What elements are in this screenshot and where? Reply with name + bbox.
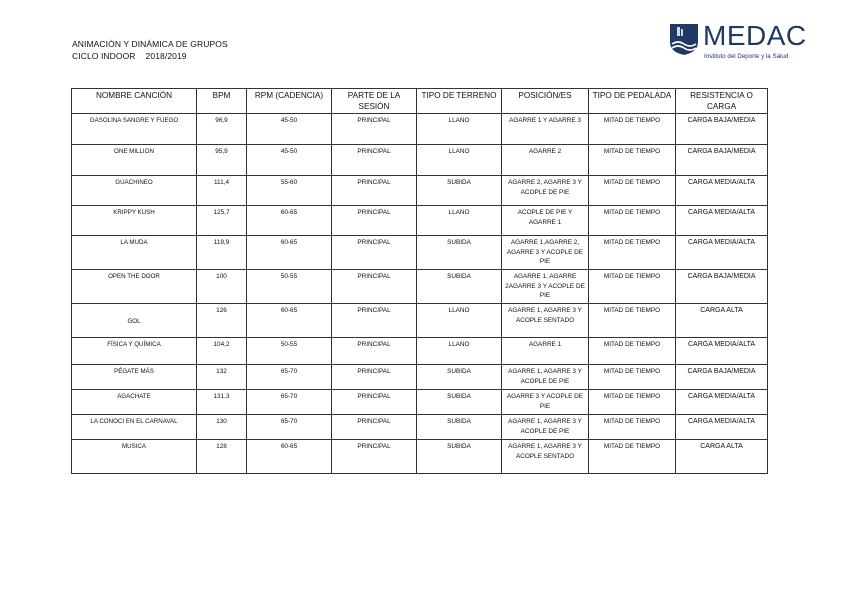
table-cell: PRINCIPAL: [332, 304, 417, 338]
table-cell: SUBIDA: [417, 415, 502, 440]
table-cell: AGARRE 1, AGARRE 3 Y ACOPLE DE PIE: [502, 365, 589, 390]
table-cell: PRINCIPAL: [332, 270, 417, 304]
table-cell: SUBIDA: [417, 236, 502, 270]
table-cell: SUBIDA: [417, 440, 502, 474]
table-row: [72, 270, 768, 304]
table-cell: 126: [197, 304, 247, 338]
table-cell: AGACHATE: [72, 390, 197, 415]
table-cell: 125,7: [197, 206, 247, 236]
column-header: BPM: [197, 89, 247, 114]
table-cell: CARGA ALTA: [676, 440, 768, 474]
table-cell: LA CONOCI EN EL CARNAVAL: [72, 415, 197, 440]
table-cell: AGARRE 1, AGARRE 2AGARRE 3 Y ACOPLE DE PIE: [502, 270, 589, 304]
songs-table: [71, 88, 768, 474]
table-cell: MITAD DE TIEMPO: [589, 145, 676, 176]
table-row: [72, 206, 768, 236]
table-cell: SUBIDA: [417, 390, 502, 415]
table-cell: CARGA MEDIA/ALTA: [676, 176, 768, 206]
table-cell: LLANO: [417, 145, 502, 176]
table-row: [72, 145, 768, 176]
table-cell: CARGA MEDIA/ALTA: [676, 390, 768, 415]
table-cell: AGARRE 1,AGARRE 2, AGARRE 3 Y ACOPLE DE PIE: [502, 236, 589, 270]
table-cell: 60-65: [247, 236, 332, 270]
table-cell: LLANO: [417, 206, 502, 236]
table-cell: 104,2: [197, 338, 247, 365]
table-cell: 131,3: [197, 390, 247, 415]
table-cell: SUBIDA: [417, 176, 502, 206]
table-cell: 96,9: [197, 114, 247, 145]
table-cell: PÉGATE MÁS: [72, 365, 197, 390]
table-cell: 128: [197, 440, 247, 474]
table-cell: 132: [197, 365, 247, 390]
table-cell: CARGA BAJA/MEDIA: [676, 114, 768, 145]
table-cell: PRINCIPAL: [332, 206, 417, 236]
table-cell: CARGA ALTA: [676, 304, 768, 338]
column-header: RPM (CADENCIA): [247, 89, 332, 114]
table-cell: MITAD DE TIEMPO: [589, 365, 676, 390]
table-cell: MITAD DE TIEMPO: [589, 236, 676, 270]
table-cell: MITAD DE TIEMPO: [589, 338, 676, 365]
table-cell: 55-60: [247, 176, 332, 206]
table-cell: CARGA BAJA/MEDIA: [676, 270, 768, 304]
course-subtitle: [72, 50, 228, 62]
table-cell: PRINCIPAL: [332, 415, 417, 440]
table-cell: AGARRE 2, AGARRE 3 Y ACOPLE DE PIE: [502, 176, 589, 206]
table-cell: SUBIDA: [417, 270, 502, 304]
table-cell: PRINCIPAL: [332, 338, 417, 365]
table-cell: ACOPLE DE PIE Y AGARRE 1: [502, 206, 589, 236]
table-cell: MUSICA: [72, 440, 197, 474]
table-cell: AGARRE 2: [502, 145, 589, 176]
table-header-row: [72, 89, 768, 114]
course-title: ANIMACIÓN Y DINÁMICA DE GRUPOS: [72, 39, 228, 49]
table-cell: MITAD DE TIEMPO: [589, 114, 676, 145]
brand-tagline: Instituto del Deporte y la Salud: [704, 53, 789, 60]
table-row: [72, 365, 768, 390]
table-cell: AGARRE 3 Y ACOPLE DE PIE: [502, 390, 589, 415]
table-cell: 50-55: [247, 338, 332, 365]
column-header: TIPO DE TERRENO: [417, 89, 502, 114]
table-cell: CARGA BAJA/MEDIA: [676, 365, 768, 390]
table-row: [72, 440, 768, 474]
column-header: PARTE DE LA SESIÓN: [332, 89, 417, 114]
table-cell: 50-55: [247, 270, 332, 304]
table-cell: 60-65: [247, 206, 332, 236]
table-cell: AGARRE 1, AGARRE 3 Y ACOPLE DE PIE: [502, 415, 589, 440]
table-cell: 95,9: [197, 145, 247, 176]
table-cell: AGARRE 1, AGARRE 3 Y ACOPLE SENTADO: [502, 304, 589, 338]
document-header: [72, 38, 228, 62]
table-cell: PRINCIPAL: [332, 176, 417, 206]
table-cell: CARGA BAJA/MEDIA: [676, 145, 768, 176]
table-row: [72, 236, 768, 270]
table-row: [72, 176, 768, 206]
table-cell: ONE MILLION: [72, 145, 197, 176]
table-cell: PRINCIPAL: [332, 390, 417, 415]
table-cell: 65-70: [247, 390, 332, 415]
table-cell: AGARRE 1, AGARRE 3 Y ACOPLE SENTADO: [502, 440, 589, 474]
table-cell: MITAD DE TIEMPO: [589, 415, 676, 440]
table-cell: GUACHINEO: [72, 176, 197, 206]
table-cell: MITAD DE TIEMPO: [589, 206, 676, 236]
shield-icon: [668, 22, 700, 56]
table-cell: MITAD DE TIEMPO: [589, 270, 676, 304]
table-row: [72, 390, 768, 415]
table-cell: MITAD DE TIEMPO: [589, 440, 676, 474]
table-body: [72, 114, 768, 474]
table-cell: GASOLINA SANGRE Y FUEGO: [72, 114, 197, 145]
table-cell: MITAD DE TIEMPO: [589, 176, 676, 206]
cycle-name: CICLO INDOOR: [72, 51, 136, 61]
table-cell: OPEN THE DOOR: [72, 270, 197, 304]
table-cell: PRINCIPAL: [332, 145, 417, 176]
table-cell: LLANO: [417, 114, 502, 145]
column-header: TIPO DE PEDALADA: [589, 89, 676, 114]
table-row: [72, 415, 768, 440]
table-row: [72, 114, 768, 145]
medac-logo: [668, 22, 810, 66]
table-cell: KRIPPY KUSH: [72, 206, 197, 236]
table-cell: CARGA MEDIA/ALTA: [676, 338, 768, 365]
column-header: RESISTENCIA O CARGA: [676, 89, 768, 114]
table-cell: SUBIDA: [417, 365, 502, 390]
column-header: POSICIÓN/ES: [502, 89, 589, 114]
table-cell: PRINCIPAL: [332, 365, 417, 390]
table-cell: CARGA MEDIA/ALTA: [676, 415, 768, 440]
table-cell: LLANO: [417, 304, 502, 338]
table-cell: GOL: [72, 304, 197, 338]
table-cell: 119,9: [197, 236, 247, 270]
table-cell: MITAD DE TIEMPO: [589, 304, 676, 338]
table-cell: 100: [197, 270, 247, 304]
column-header: NOMBRE CANCIÓN: [72, 89, 197, 114]
table-cell: MITAD DE TIEMPO: [589, 390, 676, 415]
table-row: [72, 338, 768, 365]
table-cell: 45-50: [247, 145, 332, 176]
table-cell: FÍSICA Y QUÍMICA: [72, 338, 197, 365]
table-cell: LA MUDA: [72, 236, 197, 270]
table-row: [72, 304, 768, 338]
table-cell: PRINCIPAL: [332, 236, 417, 270]
table-cell: PRINCIPAL: [332, 440, 417, 474]
table-cell: LLANO: [417, 338, 502, 365]
table-cell: AGARRE 1: [502, 338, 589, 365]
brand-wordmark: MEDAC: [703, 20, 807, 51]
table-cell: AGARRE 1 Y AGARRE 3: [502, 114, 589, 145]
table-cell: PRINCIPAL: [332, 114, 417, 145]
table-cell: 65-70: [247, 415, 332, 440]
table-cell: 111,4: [197, 176, 247, 206]
table-cell: 60-65: [247, 304, 332, 338]
table-cell: 65-70: [247, 365, 332, 390]
school-year: 2018/2019: [145, 51, 187, 61]
table-cell: CARGA MEDIA/ALTA: [676, 236, 768, 270]
table-cell: CARGA MEDIA/ALTA: [676, 206, 768, 236]
table-cell: 45-50: [247, 114, 332, 145]
table-cell: 130: [197, 415, 247, 440]
table-cell: 60-65: [247, 440, 332, 474]
